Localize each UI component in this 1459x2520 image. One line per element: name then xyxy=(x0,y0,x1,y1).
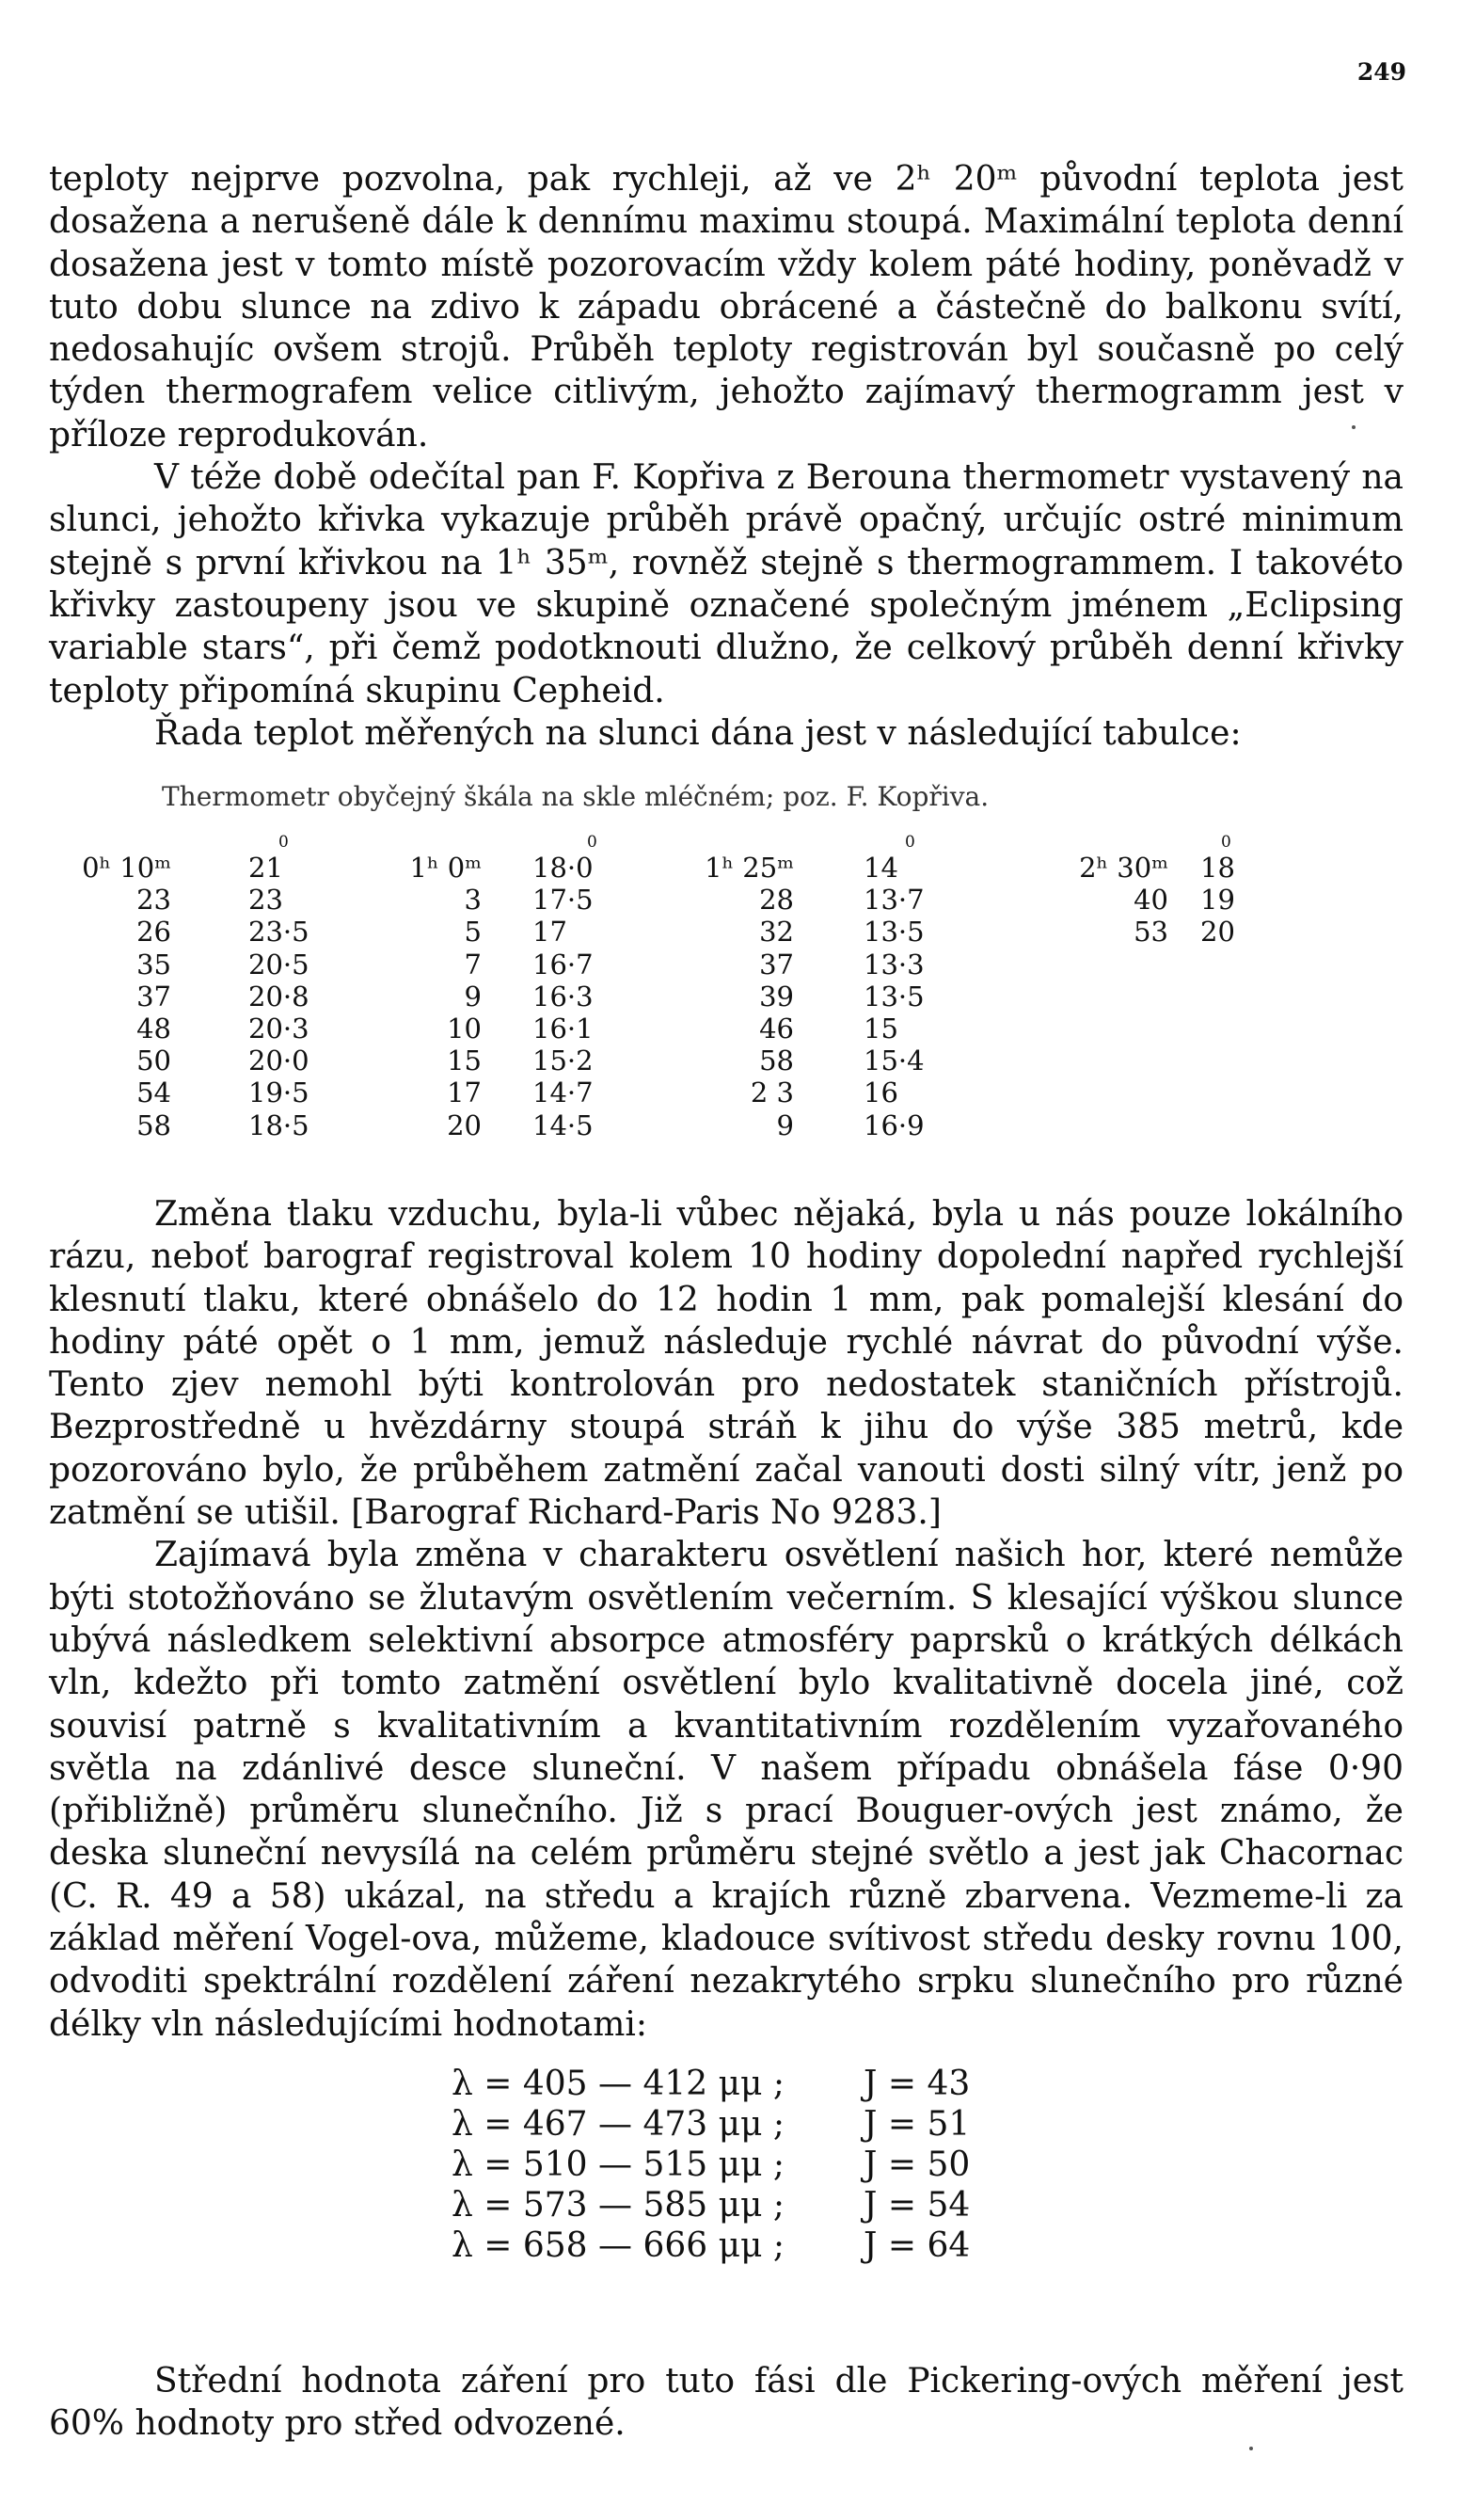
table-temp-cell: 20·5 xyxy=(248,948,309,981)
table-temp-cell: 15·2 xyxy=(532,1045,594,1077)
table-time-cell: 17 xyxy=(447,1077,482,1109)
table-temp-cell: 23 xyxy=(248,884,283,917)
degree-mark: 0 xyxy=(587,833,597,852)
table-temp-cell: 13·7 xyxy=(864,884,925,917)
table-time-cell: 23 xyxy=(136,884,171,917)
table-time-cell: 58 xyxy=(136,1108,171,1141)
print-speck xyxy=(1249,2447,1253,2450)
table-time-cell: 35 xyxy=(136,948,171,981)
wavelength-range: λ = 467 — 473 μμ ; xyxy=(452,2105,785,2144)
degree-mark: 0 xyxy=(278,833,289,852)
wavelength-row xyxy=(452,2225,1204,2266)
table-time-cell: 58 xyxy=(759,1045,794,1077)
table-temp-cell: 15·4 xyxy=(864,1045,925,1077)
text-block-bottom xyxy=(49,2360,1403,2446)
paragraph-thermograph: teploty nejprve pozvolna, pak rychleji, až ve 2ʰ 20ᵐ původní teplota jest dosažena a nerušeně dále k dennímu maximu stoupá. Maximální teplota denní dosažena jest v tomto místě pozorovacím vždy kolem páté hodiny, poněvadž v tuto dobu slunce na zdivo k západu obrácené a částečně do balkonu svítí, nedosahujíc ovšem strojů. Průběh teploty registrován byl současně po celý týden thermografem velice citlivým, jehožto zajímavý thermogramm jest v příloze reprodukován. xyxy=(49,160,1403,455)
wavelength-row xyxy=(452,2104,1204,2145)
table-time-cell: 10 xyxy=(447,1013,482,1045)
table-time-cell: 9 xyxy=(776,1108,794,1141)
table-time-cell: 9 xyxy=(464,980,482,1013)
table-time-cell: 2ʰ 30ᵐ xyxy=(1079,852,1168,884)
temperature-table xyxy=(49,852,1403,1172)
table-temp-cell: 18 xyxy=(1200,852,1235,884)
table-time-cell: 5 xyxy=(464,916,482,949)
text-block-middle xyxy=(49,1193,1403,2046)
table-time-cell: 0ʰ 10ᵐ xyxy=(82,852,171,884)
paragraph-kopriva: V téže době odečítal pan F. Kopřiva z Berouna thermometr vystavený na slunci, jehožto křivka vykazuje průběh právě opačný, určujíc ostré minimum stejně s první křivkou na 1ʰ 35ᵐ, rovněž stejně s thermogrammem. I takovéto křivky zastoupeny jsou ve skupině označené společným jménem „Eclipsing variable stars“, při čemž podotknouti dlužno, že celkový průběh denní křivky teploty připomíná skupinu Cepheid. xyxy=(49,458,1403,710)
table-time-cell: 1ʰ 25ᵐ xyxy=(705,852,794,884)
table-time-cell: 7 xyxy=(464,948,482,981)
intensity-value: J = 64 xyxy=(864,2226,971,2265)
table-time-cell: 48 xyxy=(136,1013,171,1045)
page-number: 249 xyxy=(1356,58,1406,86)
table-time-cell: 46 xyxy=(759,1013,794,1045)
table-time-cell: 37 xyxy=(759,948,794,981)
table-time-cell: 15 xyxy=(447,1045,482,1077)
table-time-cell: 50 xyxy=(136,1045,171,1077)
table-time-cell: 3 xyxy=(464,884,482,917)
table-temp-cell: 18·0 xyxy=(532,852,594,884)
table-temp-cell: 19·5 xyxy=(248,1077,309,1109)
wavelength-row xyxy=(452,2185,1204,2225)
table-temp-cell: 16·3 xyxy=(532,980,594,1013)
table-temp-cell: 16·9 xyxy=(864,1108,925,1141)
table-temp-cell: 20 xyxy=(1200,916,1235,949)
paragraph-table-intro: Řada teplot měřených na slunci dána jest v následující tabulce: xyxy=(154,713,1242,753)
table-time-cell: 53 xyxy=(1134,916,1168,949)
degree-mark: 0 xyxy=(1221,833,1231,852)
paragraph-pickering: Střední hodnota záření pro tuto fási dle Pickering-ových měření jest 60% hodnoty pro střed odvozené. xyxy=(49,2362,1403,2444)
table-time-cell: 2 3 xyxy=(750,1077,794,1109)
table-temp-cell: 18·5 xyxy=(248,1108,309,1141)
table-time-cell: 20 xyxy=(447,1108,482,1141)
table-temp-cell: 16·7 xyxy=(532,948,594,981)
wavelength-range: λ = 658 — 666 μμ ; xyxy=(452,2226,785,2265)
table-temp-cell: 15 xyxy=(864,1013,898,1045)
table-temp-cell: 20·0 xyxy=(248,1045,309,1077)
table-temp-cell: 19 xyxy=(1200,884,1235,917)
wavelength-row xyxy=(452,2064,1204,2104)
intensity-value: J = 50 xyxy=(864,2145,971,2184)
table-time-cell: 26 xyxy=(136,916,171,949)
intensity-value: J = 43 xyxy=(864,2065,971,2103)
table-time-cell: 39 xyxy=(759,980,794,1013)
table-temp-cell: 17·5 xyxy=(532,884,594,917)
table-temp-cell: 21 xyxy=(248,852,283,884)
table-temp-cell: 16·1 xyxy=(532,1013,594,1045)
table-time-cell: 28 xyxy=(759,884,794,917)
table-temp-cell: 14·5 xyxy=(532,1108,594,1141)
table-caption: Thermometr obyčejný škála na skle mléčném; poz. F. Kopřiva. xyxy=(162,781,990,812)
table-temp-cell: 16 xyxy=(864,1077,898,1109)
wavelength-range: λ = 510 — 515 μμ ; xyxy=(452,2145,785,2184)
wavelength-range: λ = 573 — 585 μμ ; xyxy=(452,2186,785,2225)
paragraph-pressure: Změna tlaku vzduchu, byla-li vůbec nějaká, byla u nás pouze lokálního rázu, neboť barograf registroval kolem 10 hodiny dopolední napřed rychlejší klesnutí tlaku, které obnášelo do 12 hodin 1 mm, pak pomalejší klesání do hodiny páté opět o 1 mm, jemuž následuje rychlé návrat do původní výše. Tento zjev nemohl býti kontrolován pro nedostatek staničních přístrojů. Bezprostředně u hvězdárny stoupá stráň k jihu do výše 385 metrů, kde pozorováno bylo, že průběhem zatmění začal vanouti dosti silný vítr, jenž po zatmění se utišil. [Barograf Richard-Paris No 9283.] xyxy=(49,1195,1403,1533)
table-temp-cell: 14 xyxy=(864,852,898,884)
table-temp-cell: 20·8 xyxy=(248,980,309,1013)
wavelength-range: λ = 405 — 412 μμ ; xyxy=(452,2065,785,2103)
table-temp-cell: 20·3 xyxy=(248,1013,309,1045)
table-temp-cell: 14·7 xyxy=(532,1077,594,1109)
table-time-cell: 40 xyxy=(1134,884,1168,917)
table-temp-cell: 13·3 xyxy=(864,948,925,981)
table-temp-cell: 17 xyxy=(532,916,567,949)
intensity-value: J = 51 xyxy=(864,2105,971,2144)
table-time-cell: 37 xyxy=(136,980,171,1013)
table-time-cell: 1ʰ 0ᵐ xyxy=(409,852,482,884)
wavelength-list xyxy=(452,2064,1204,2266)
table-temp-cell: 13·5 xyxy=(864,916,925,949)
intensity-value: J = 54 xyxy=(864,2186,971,2225)
table-temp-cell: 23·5 xyxy=(248,916,309,949)
paragraph-illumination: Zajímavá byla změna v charakteru osvětlení našich hor, které nemůže býti stotožňováno se žlutavým osvětlením večerním. S klesající výškou slunce ubývá následkem selektivní absorpce atmosféry paprsků o krátkých délkách vln, kdežto při tomto zatmění osvětlení bylo kvalitativně docela jiné, což souvisí patrně s kvalitativním a kvantitativním rozdělením vyzařovaného světla na zdánlivé desce sluneční. V našem případu obnášela fáse 0·90 (přibližně) průměru slunečního. Již s prací Bouguer-ových jest známo, že deska sluneční nevysílá na celém průměru stejné světlo a jest jak Chacornac (C. R. 49 a 58) ukázal, na středu a krajích různě zbarvena. Vezmeme-li za základ měření Vogel-ova, můžeme, kladouce svítivost středu desky rovnu 100, odvoditi spektrální rozdělení záření nezakrytého srpku slunečního pro různé délky vln následujícími hodnotami: xyxy=(49,1536,1403,2044)
wavelength-row xyxy=(452,2145,1204,2185)
table-time-cell: 32 xyxy=(759,916,794,949)
text-block-top xyxy=(49,158,1403,755)
table-time-cell: 54 xyxy=(136,1077,171,1109)
degree-mark: 0 xyxy=(905,833,915,852)
table-temp-cell: 13·5 xyxy=(864,980,925,1013)
print-speck xyxy=(1352,425,1356,429)
